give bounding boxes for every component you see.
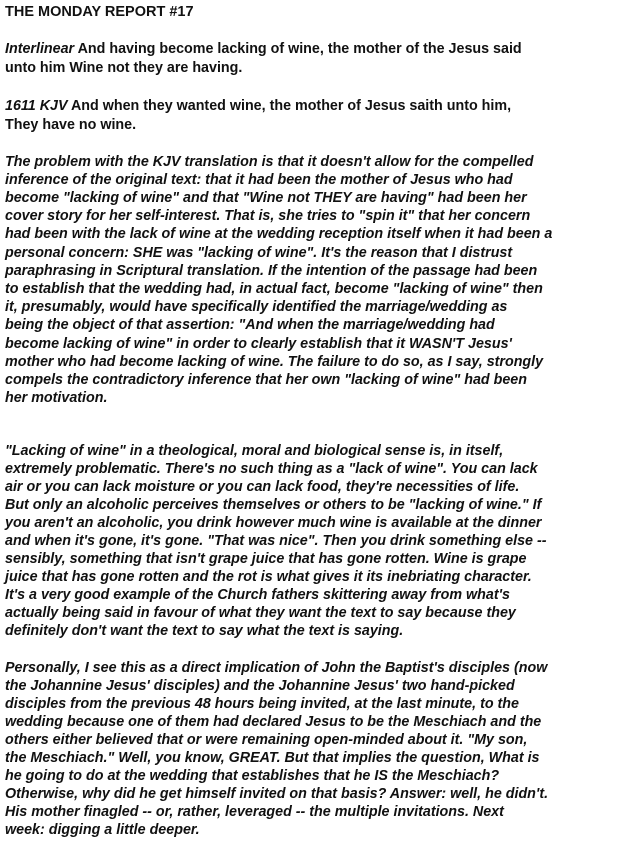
paragraph-line: he going to do at the wedding that establishes that he IS the Meschiach? [5, 768, 500, 784]
paragraph-line: But only an alcoholic perceives themselves or others to be "lacking of wine." If [5, 497, 542, 513]
kjv-text-1: And when they wanted wine, the mother of Jesus saith unto him, [70, 98, 512, 114]
paragraph-line: the Meschiach." Well, you know, GREAT. But that implies the question, What is [5, 750, 540, 766]
paragraph-line: air or you can lack moisture or you can lack food, they're necessities of life. [5, 479, 520, 495]
paragraph-line: definitely don't want the text to say what the text is saying. [5, 623, 404, 639]
paragraph-line: "Lacking of wine" in a theological, moral and biological sense is, in itself, [5, 443, 504, 459]
paragraph-line: it, presumably, would have specifically identified the marriage/wedding as [5, 299, 508, 315]
paragraph-line: you aren't an alcoholic, you drink however much wine is available at the dinner [5, 515, 542, 531]
kjv-label: 1611 KJV [5, 98, 68, 114]
paragraph-line: juice that has gone rotten and the rot is what gives it its inebriating character. [5, 569, 532, 585]
paragraph-line: mother who had become lacking of wine. The failure to do so, as I say, strongly [5, 354, 544, 370]
paragraph-line: being the object of that assertion: "And when the marriage/wedding had [5, 317, 495, 333]
paragraph-line: wedding because one of them had declared Jesus to be the Meschiach and the [5, 714, 542, 730]
interlinear-label: Interlinear [5, 41, 75, 57]
paragraph-line: Otherwise, why did he get himself invited on that basis? Answer: well, he didn't. [5, 786, 549, 802]
paragraph-line: the Johannine Jesus' disciples) and the Johannine Jesus' two hand-picked [5, 678, 515, 694]
report-title: THE MONDAY REPORT #17 [5, 4, 194, 20]
paragraph-line: His mother finagled -- or, rather, leveraged -- the multiple invitations. Next [5, 804, 504, 820]
paragraph-line: actually being said in favour of what they want the text to say because they [5, 605, 516, 621]
paragraph-line: cover story for her self-interest. That is, she tries to "spin it" that her concern [5, 208, 531, 224]
paragraph-line: paraphrasing in Scriptural translation. If the intention of the passage had been [5, 263, 538, 279]
interlinear-line-2: unto him Wine not they are having. [5, 60, 243, 76]
paragraph-line: week: digging a little deeper. [5, 822, 200, 838]
paragraph-line: had been with the lack of wine at the wedding reception itself when it had been a [5, 226, 553, 242]
paragraph-line: extremely problematic. There's no such thing as a "lack of wine". You can lack [5, 461, 538, 477]
paragraph-line: and when it's gone, it's gone. "That was nice". Then you drink something else -- [5, 533, 547, 549]
paragraph-line: become lacking of wine" in order to clearly establish that it WASN'T Jesus' [5, 336, 512, 352]
paragraph-line: disciples from the previous 48 hours being invited, at the last minute, to the [5, 696, 519, 712]
paragraph-line: inference of the original text: that it had been the mother of Jesus who had [5, 172, 513, 188]
paragraph-line: others either believed that or were remaining open-minded about it. "My son, [5, 732, 528, 748]
paragraph-line: Personally, I see this as a direct implication of John the Baptist's disciples (now [5, 660, 548, 676]
paragraph-line: personal concern: SHE was "lacking of wine". It's the reason that I distrust [5, 245, 513, 261]
kjv-line-2: They have no wine. [5, 117, 137, 133]
paragraph-line: to establish that the wedding had, in actual fact, become "lacking of wine" then [5, 281, 543, 297]
paragraph-line: her motivation. [5, 390, 108, 406]
paragraph-line: It's a very good example of the Church fathers skittering away from what's [5, 587, 510, 603]
paragraph-line: compels the contradictory inference that her own "lacking of wine" had been [5, 372, 527, 388]
interlinear-line-1 [5, 40, 522, 58]
paragraph-line: sensibly, something that isn't grape juice that has gone rotten. Wine is grape [5, 551, 527, 567]
kjv-line-1 [5, 97, 511, 115]
paragraph-line: become "lacking of wine" and that "Wine not THEY are having" had been her [5, 190, 527, 206]
interlinear-text-1: And having become lacking of wine, the mother of the Jesus said [77, 41, 522, 57]
paragraph-line: The problem with the KJV translation is that it doesn't allow for the compelled [5, 154, 534, 170]
